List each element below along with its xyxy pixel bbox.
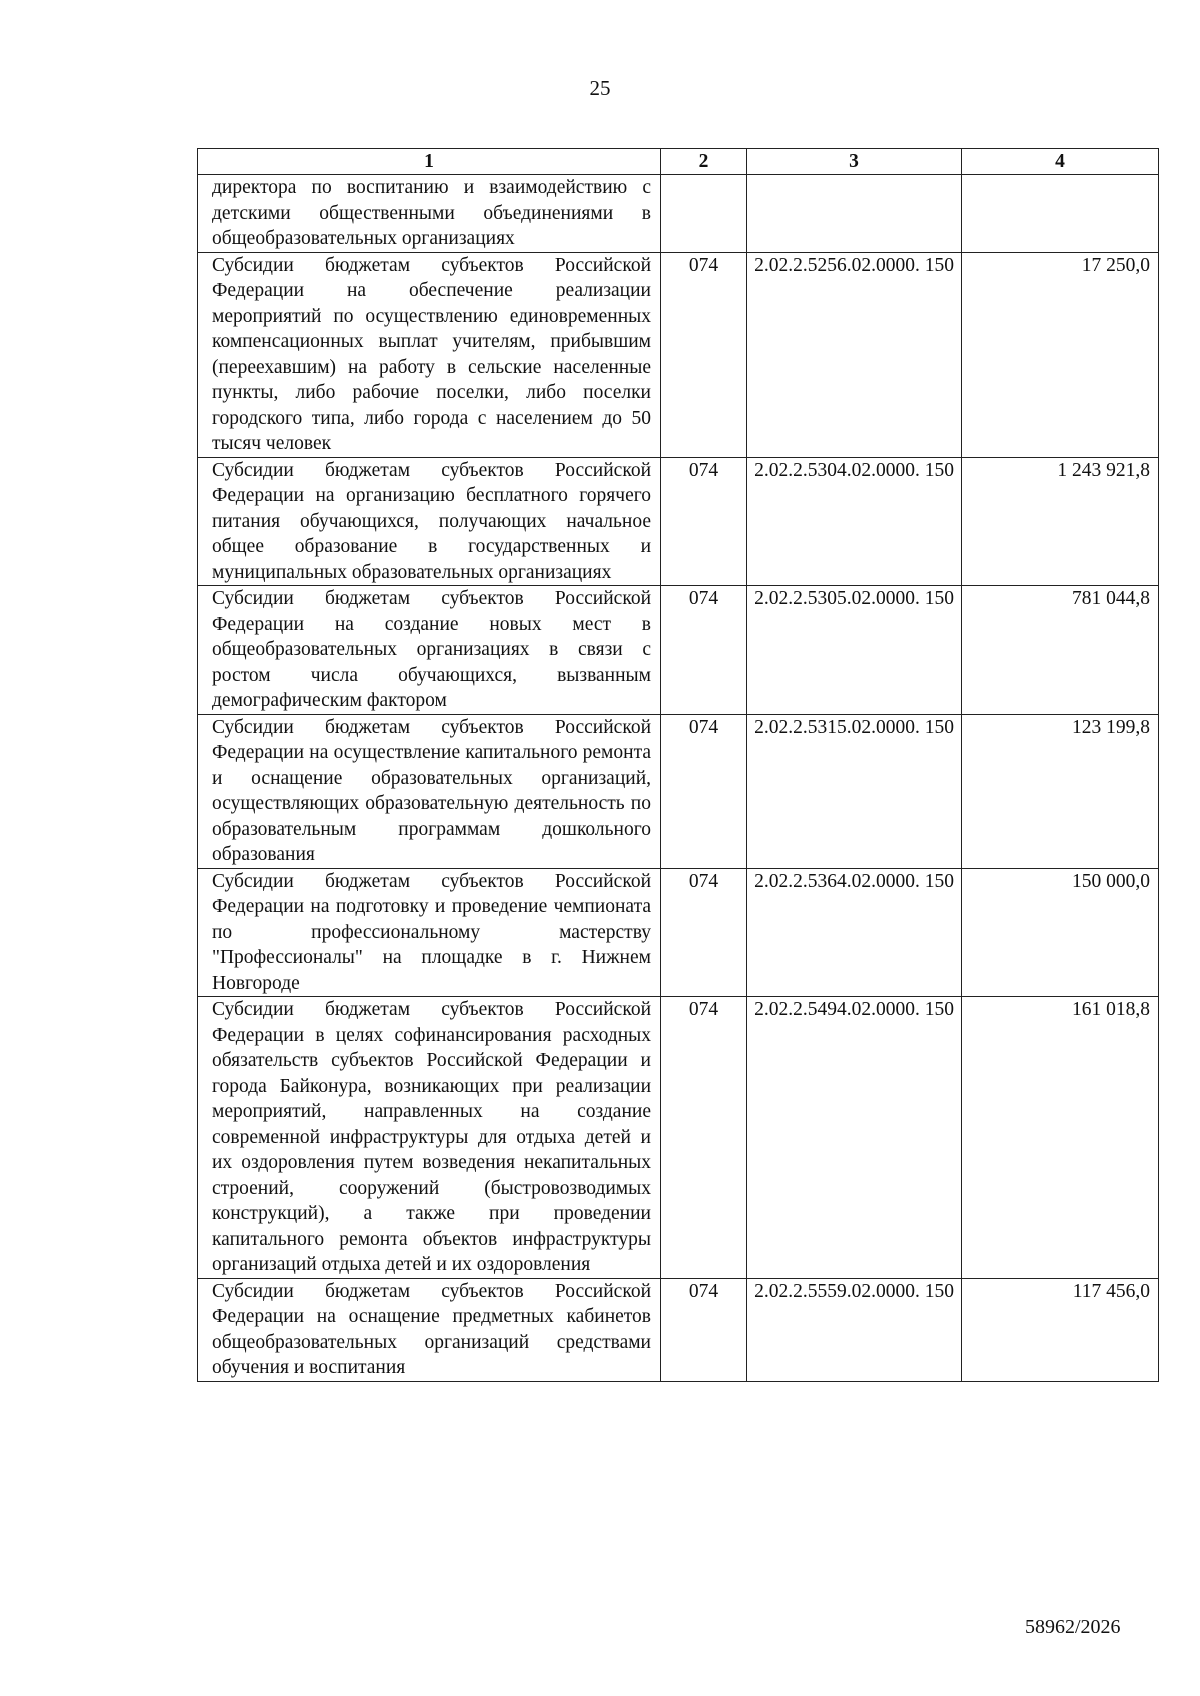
row-budget-code: 2.02.2.5559.02.0000. 150 bbox=[747, 1278, 962, 1381]
column-header-4: 4 bbox=[962, 149, 1159, 175]
row-budget-code bbox=[747, 175, 962, 253]
column-header-2: 2 bbox=[661, 149, 747, 175]
table-row bbox=[198, 175, 1159, 253]
row-description: Субсидии бюджетам субъектов Российской Федерации на оснащение предметных кабинетов общеобразовательных организаций средствами обучения и воспитания bbox=[198, 1278, 661, 1381]
row-description: Субсидии бюджетам субъектов Российской Федерации на подготовку и проведение чемпионата по профессиональному мастерству "Профессионалы" на площадке в г. Нижнем Новгороде bbox=[198, 868, 661, 997]
row-description: Субсидии бюджетам субъектов Российской Федерации на осуществление капитального ремонта и оснащение образовательных организаций, осуществляющих образовательную деятельность по образовательным программам дошкольного образования bbox=[198, 714, 661, 868]
column-header-3: 3 bbox=[747, 149, 962, 175]
row-description: Субсидии бюджетам субъектов Российской Федерации на создание новых мест в общеобразовательных организациях в связи с ростом числа обучающихся, вызванным демографическим фактором bbox=[198, 586, 661, 715]
document-id: 58962/2026 bbox=[1025, 1616, 1121, 1638]
row-amount: 1 243 921,8 bbox=[962, 457, 1159, 586]
row-amount: 17 250,0 bbox=[962, 252, 1159, 457]
row-amount: 117 456,0 bbox=[962, 1278, 1159, 1381]
row-admin-code: 074 bbox=[661, 252, 747, 457]
row-description: директора по воспитанию и взаимодействию с детскими общественными объединениями в общеобразовательных организациях bbox=[198, 175, 661, 253]
row-description: Субсидии бюджетам субъектов Российской Федерации на обеспечение реализации мероприятий по осуществлению единовременных компенсационных выплат учителям, прибывшим (переехавшим) на работу в сельские населенные пункты, либо рабочие поселки, либо поселки городского типа, либо города с населением до 50 тысяч человек bbox=[198, 252, 661, 457]
table-row bbox=[198, 1278, 1159, 1381]
table-row bbox=[198, 714, 1159, 868]
row-admin-code: 074 bbox=[661, 868, 747, 997]
column-header-1: 1 bbox=[198, 149, 661, 175]
row-amount: 161 018,8 bbox=[962, 997, 1159, 1279]
row-admin-code: 074 bbox=[661, 586, 747, 715]
row-admin-code: 074 bbox=[661, 997, 747, 1279]
page-number: 25 bbox=[589, 76, 611, 100]
row-admin-code bbox=[661, 175, 747, 253]
row-admin-code: 074 bbox=[661, 1278, 747, 1381]
row-budget-code: 2.02.2.5256.02.0000. 150 bbox=[747, 252, 962, 457]
row-admin-code: 074 bbox=[661, 457, 747, 586]
row-budget-code: 2.02.2.5304.02.0000. 150 bbox=[747, 457, 962, 586]
table-row bbox=[198, 586, 1159, 715]
table-row bbox=[198, 457, 1159, 586]
row-budget-code: 2.02.2.5315.02.0000. 150 bbox=[747, 714, 962, 868]
table-row bbox=[198, 868, 1159, 997]
table-header-row bbox=[198, 149, 1159, 175]
row-description: Субсидии бюджетам субъектов Российской Федерации на организацию бесплатного горячего питания обучающихся, получающих начальное общее образование в государственных и муниципальных образовательных организациях bbox=[198, 457, 661, 586]
row-amount bbox=[962, 175, 1159, 253]
row-description: Субсидии бюджетам субъектов Российской Федерации в целях софинансирования расходных обязательств субъектов Российской Федерации и города Байконура, возникающих при реализации мероприятий, направленных на создание современной инфраструктуры для отдыха детей и их оздоровления путем возведения некапитальных строений, сооружений (быстровозводимых конструкций), а также при проведении капитального ремонта объектов инфраструктуры организаций отдыха детей и их оздоровления bbox=[198, 997, 661, 1279]
row-budget-code: 2.02.2.5364.02.0000. 150 bbox=[747, 868, 962, 997]
row-budget-code: 2.02.2.5494.02.0000. 150 bbox=[747, 997, 962, 1279]
row-amount: 150 000,0 bbox=[962, 868, 1159, 997]
table-row bbox=[198, 252, 1159, 457]
row-budget-code: 2.02.2.5305.02.0000. 150 bbox=[747, 586, 962, 715]
table-row bbox=[198, 997, 1159, 1279]
row-amount: 123 199,8 bbox=[962, 714, 1159, 868]
row-admin-code: 074 bbox=[661, 714, 747, 868]
row-amount: 781 044,8 bbox=[962, 586, 1159, 715]
budget-table bbox=[197, 148, 1159, 1382]
